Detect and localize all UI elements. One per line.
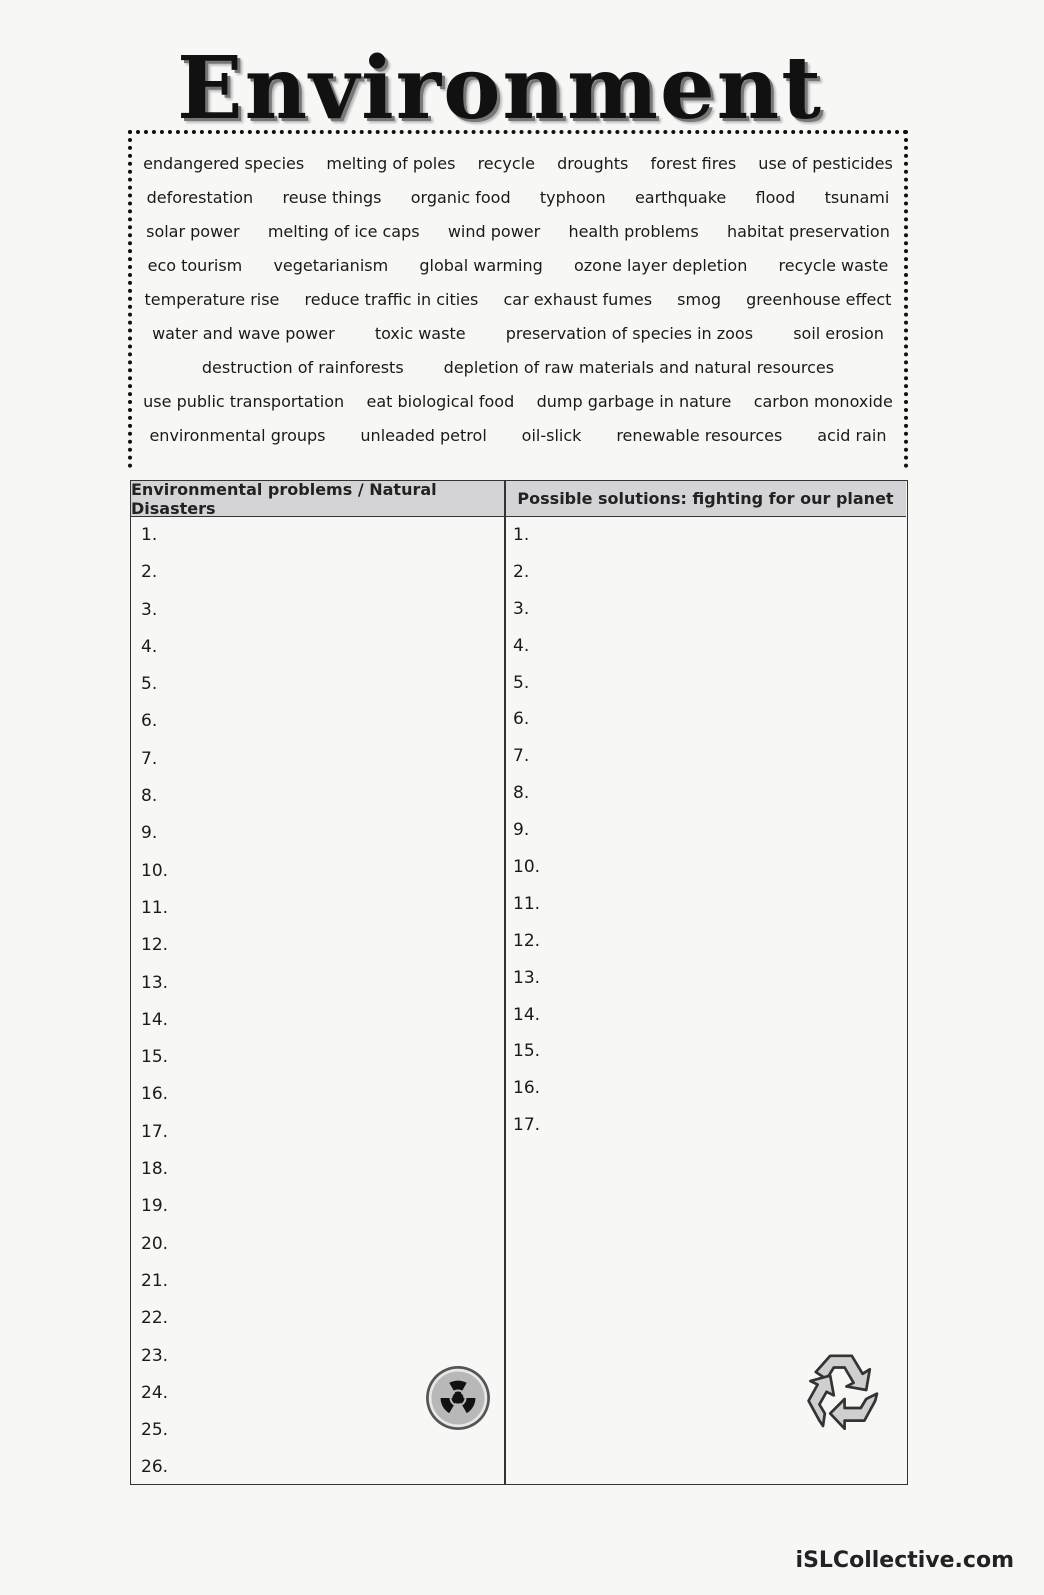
word-bank-item: global warming xyxy=(419,255,543,275)
word-bank-item: oil-slick xyxy=(521,425,582,445)
word-bank-item: vegetarianism xyxy=(273,255,389,275)
numbered-line: 10. xyxy=(141,860,169,881)
numbered-line: 16. xyxy=(513,1078,541,1099)
solutions-list xyxy=(513,525,540,1152)
word-bank-item: eco tourism xyxy=(147,255,243,275)
numbered-line: 17. xyxy=(141,1121,169,1142)
word-bank-item: recycle waste xyxy=(778,255,889,275)
numbered-line: 22. xyxy=(141,1308,169,1329)
numbered-line: 25. xyxy=(141,1420,169,1441)
word-bank-item: earthquake xyxy=(634,187,727,207)
numbered-line: 14. xyxy=(513,1004,541,1025)
column-divider xyxy=(504,481,506,1484)
numbered-line: 16. xyxy=(141,1084,169,1105)
word-bank-item: organic food xyxy=(410,187,511,207)
numbered-line: 6. xyxy=(141,711,158,732)
numbered-line: 26. xyxy=(141,1457,169,1478)
brand-watermark: iSLCollective.com xyxy=(795,1548,1014,1573)
word-row xyxy=(132,284,904,314)
numbered-line: 5. xyxy=(513,672,530,693)
word-bank-item: use public transportation xyxy=(143,391,345,411)
numbered-line: 19. xyxy=(141,1196,169,1217)
word-bank-item: destruction of rainforests xyxy=(201,357,404,377)
word-bank-item: deforestation xyxy=(146,187,254,207)
word-bank-item: renewable resources xyxy=(616,425,783,445)
numbered-line: 12. xyxy=(513,930,541,951)
word-bank-item: tsunami xyxy=(824,187,890,207)
word-bank-item: environmental groups xyxy=(149,425,326,445)
word-bank-item: reuse things xyxy=(282,187,382,207)
numbered-line: 1. xyxy=(513,525,530,545)
word-bank-item: ozone layer depletion xyxy=(573,255,748,275)
word-bank-item: melting of poles xyxy=(326,153,456,173)
word-bank-item: endangered species xyxy=(143,153,305,173)
word-bank-item: acid rain xyxy=(817,425,887,445)
word-bank-item: droughts xyxy=(557,153,629,173)
word-bank-item: dump garbage in nature xyxy=(536,391,732,411)
word-bank-item: depletion of raw materials and natural resources xyxy=(443,357,835,377)
word-row xyxy=(132,182,904,212)
word-bank-item: reduce traffic in cities xyxy=(304,289,479,309)
word-bank-item: wind power xyxy=(447,221,541,241)
word-bank-item: carbon monoxide xyxy=(753,391,893,411)
word-bank xyxy=(128,130,908,468)
word-bank-item: car exhaust fumes xyxy=(503,289,653,309)
word-bank-item: use of pesticides xyxy=(758,153,893,173)
numbered-line: 7. xyxy=(513,746,530,767)
numbered-line: 7. xyxy=(141,748,158,769)
word-row xyxy=(132,148,904,178)
word-bank-item: soil erosion xyxy=(793,323,884,343)
right-column-header: Possible solutions: fighting for our planet xyxy=(505,481,906,517)
numbered-line: 15. xyxy=(513,1041,541,1062)
problems-list xyxy=(141,525,168,1495)
word-bank-item: health problems xyxy=(568,221,699,241)
word-bank-item: recycle xyxy=(477,153,535,173)
recycle-icon xyxy=(796,1344,886,1436)
numbered-line: 4. xyxy=(141,636,158,657)
word-row xyxy=(132,250,904,280)
word-bank-item: flood xyxy=(755,187,796,207)
word-bank-item: unleaded petrol xyxy=(360,425,487,445)
word-bank-item: typhoon xyxy=(539,187,606,207)
numbered-line: 4. xyxy=(513,635,530,656)
word-row xyxy=(132,352,904,382)
numbered-line: 9. xyxy=(513,820,530,841)
numbered-line: 20. xyxy=(141,1233,169,1254)
numbered-line: 24. xyxy=(141,1382,169,1403)
numbered-line: 8. xyxy=(513,783,530,804)
numbered-line: 13. xyxy=(141,972,169,993)
numbered-line: 3. xyxy=(513,598,530,619)
page-title: Environment xyxy=(177,38,823,139)
word-bank-item: toxic waste xyxy=(374,323,466,343)
word-bank-item: preservation of species in zoos xyxy=(505,323,754,343)
numbered-line: 15. xyxy=(141,1047,169,1068)
word-row xyxy=(132,386,904,416)
radiation-icon xyxy=(424,1364,492,1432)
numbered-line: 6. xyxy=(513,709,530,730)
word-row xyxy=(132,216,904,246)
worksheet-table xyxy=(130,480,908,1485)
numbered-line: 5. xyxy=(141,674,158,695)
numbered-line: 2. xyxy=(141,562,158,583)
word-bank-item: solar power xyxy=(146,221,240,241)
word-bank-item: water and wave power xyxy=(152,323,335,343)
numbered-line: 1. xyxy=(141,525,158,545)
numbered-line: 13. xyxy=(513,967,541,988)
word-bank-item: greenhouse effect xyxy=(746,289,892,309)
numbered-line: 2. xyxy=(513,561,530,582)
numbered-line: 23. xyxy=(141,1345,169,1366)
word-bank-item: smog xyxy=(677,289,722,309)
numbered-line: 21. xyxy=(141,1270,169,1291)
numbered-line: 3. xyxy=(141,599,158,620)
numbered-line: 17. xyxy=(513,1115,541,1136)
word-bank-item: eat biological food xyxy=(366,391,515,411)
word-bank-item: forest fires xyxy=(650,153,737,173)
word-row xyxy=(132,420,904,450)
numbered-line: 11. xyxy=(513,893,541,914)
numbered-line: 11. xyxy=(141,897,169,918)
numbered-line: 18. xyxy=(141,1159,169,1180)
word-bank-item: temperature rise xyxy=(144,289,280,309)
word-bank-item: melting of ice caps xyxy=(267,221,420,241)
numbered-line: 12. xyxy=(141,935,169,956)
numbered-line: 9. xyxy=(141,823,158,844)
left-column-header: Environmental problems / Natural Disasters xyxy=(131,481,504,517)
word-row xyxy=(132,318,904,348)
numbered-line: 14. xyxy=(141,1009,169,1030)
numbered-line: 8. xyxy=(141,786,158,807)
word-bank-item: habitat preservation xyxy=(726,221,890,241)
numbered-line: 10. xyxy=(513,857,541,878)
